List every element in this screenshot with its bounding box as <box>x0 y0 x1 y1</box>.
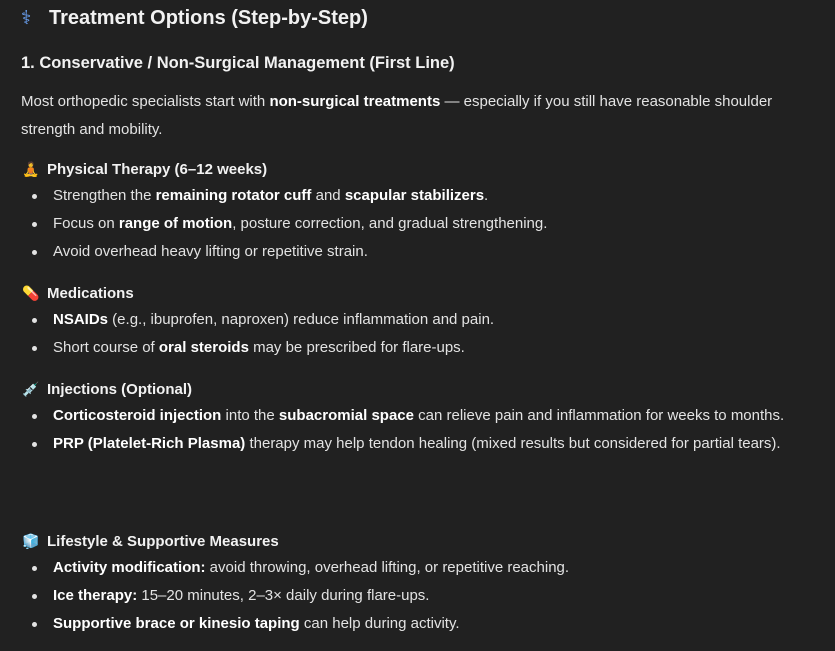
section-title-text: Physical Therapy (6–12 weeks) <box>47 161 268 178</box>
list-item: NSAIDs (e.g., ibuprofen, naproxen) reduce inflammation and pain. <box>21 306 811 334</box>
intro-paragraph <box>21 88 811 144</box>
intro-text-1: Most orthopedic specialists start with <box>21 93 270 110</box>
physical-therapy-list <box>21 182 811 266</box>
meditation-icon: 🧘 <box>22 161 40 177</box>
section-title-injections <box>21 381 192 398</box>
section-title-medications <box>21 285 134 302</box>
list-item: Supportive brace or kinesio taping can help during activity. <box>21 610 811 638</box>
list-item: Strengthen the remaining rotator cuff and scapular stabilizers. <box>21 182 811 210</box>
ice-cube-icon: 🧊 <box>22 533 40 549</box>
section-title-lifestyle <box>21 533 279 550</box>
caduceus-icon: ⚕ <box>21 8 32 29</box>
lifestyle-list <box>21 554 811 638</box>
list-item: Focus on range of motion, posture correction, and gradual strengthening. <box>21 210 811 238</box>
intro-text-2: — especially if you still have reasonable shoulder strength and mobility. <box>21 93 773 138</box>
pill-icon: 💊 <box>22 285 40 301</box>
list-item: Avoid overhead heavy lifting or repetitive strain. <box>21 238 811 266</box>
section-heading-text: Treatment Options (Step-by-Step) <box>49 7 368 29</box>
list-item: PRP (Platelet-Rich Plasma) therapy may help tendon healing (mixed results but considered for partial tears). <box>21 430 811 458</box>
medications-list <box>21 306 811 362</box>
list-item: Corticosteroid injection into the subacromial space can relieve pain and inflammation for weeks to months. <box>21 402 811 430</box>
section-title-text: Medications <box>47 285 134 302</box>
intro-bold-1: non-surgical treatments <box>269 93 441 110</box>
list-item: Activity modification: avoid throwing, overhead lifting, or repetitive reaching. <box>21 554 811 582</box>
section-title-text: Lifestyle & Supportive Measures <box>47 533 279 550</box>
section-title-text: Injections (Optional) <box>47 381 192 398</box>
syringe-icon: 💉 <box>22 381 40 397</box>
section-title-physical-therapy <box>21 161 267 178</box>
list-item: Short course of oral steroids may be prescribed for flare-ups. <box>21 334 811 362</box>
injections-list <box>21 402 811 458</box>
list-item: Ice therapy: 15–20 minutes, 2–3× daily during flare-ups. <box>21 582 811 610</box>
subheading: 1. Conservative / Non-Surgical Management (First Line) <box>21 54 455 72</box>
section-heading <box>21 7 368 30</box>
